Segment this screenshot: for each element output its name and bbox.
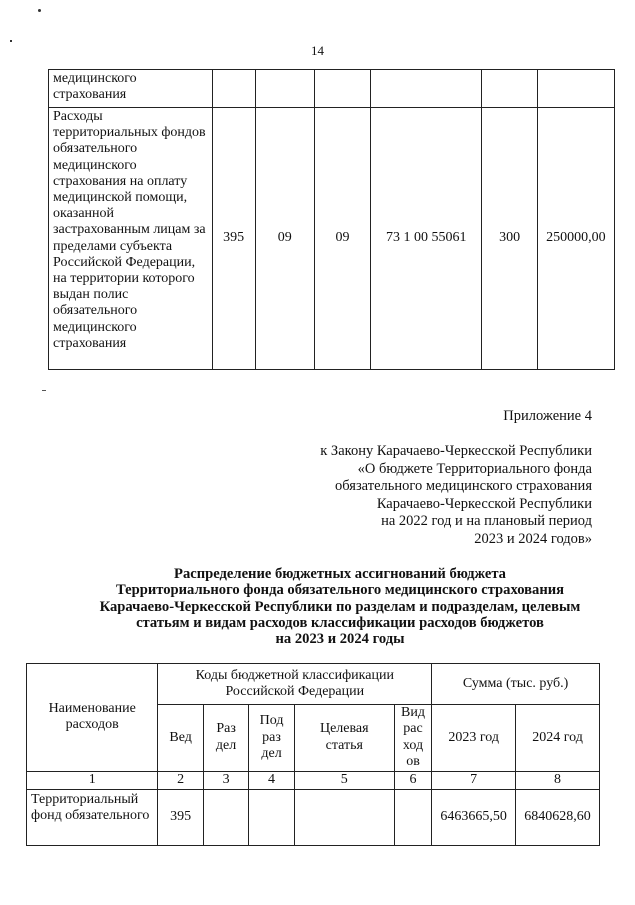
razdel-code (203, 789, 248, 845)
scan-dot (10, 40, 12, 42)
expense-type: 300 (482, 108, 537, 370)
column-number: 7 (432, 771, 516, 789)
continuation-cell: медицинского страхования (49, 70, 213, 108)
heading-line: статьям и видам расходов классификации расходов бюджетов (136, 614, 544, 631)
header-target-article: Целевая статья (294, 705, 394, 772)
podrazdel-code: 09 (314, 108, 370, 370)
column-number: 3 (203, 771, 248, 789)
header-codes-group: Коды бюджетной классификации Российской Федерации (158, 664, 432, 705)
target-article (294, 789, 394, 845)
header-ved: Вед (158, 705, 203, 772)
heading-line: на 2023 и 2024 годы (275, 631, 405, 648)
header-2024: 2024 год (516, 705, 600, 772)
table-row (49, 108, 615, 370)
appendix-line: обязательного медицинского страхования (335, 478, 592, 494)
razdel-code: 09 (255, 108, 314, 370)
appendix-line: на 2022 год и на плановый период (381, 513, 592, 529)
document-heading (60, 566, 620, 647)
expense-name: Территориальный фонд обязательного (27, 789, 158, 845)
column-number: 5 (294, 771, 394, 789)
heading-line: Карачаево-Черкесской Республики по разделам и подразделам, целевым (99, 598, 581, 615)
column-number: 2 (158, 771, 203, 789)
heading-line: Распределение бюджетных ассигнований бюджета (174, 566, 506, 582)
amount: 250000,00 (537, 108, 614, 370)
scan-mark (42, 390, 46, 391)
header-2023: 2023 год (432, 705, 516, 772)
heading-line: Территориального фонда обязательного медицинского страхования (115, 582, 565, 599)
amount-2024: 6840628,60 (516, 789, 600, 845)
target-article: 73 1 00 55061 (371, 108, 482, 370)
appendix-line: Карачаево-Черкесской Республики (376, 495, 592, 512)
expense-name: Расходы территориальных фондов обязательного медицинского страхования на оплату медицинской помощи, оказанной застрахованным лицам за пределами субъекта Российской Федерации, на территории которого выдан полис обязательного медицинского страхования (49, 108, 213, 370)
header-sum-group: Сумма (тыс. руб.) (432, 664, 600, 705)
ved-code: 395 (158, 789, 203, 845)
table-row (27, 789, 600, 845)
column-number: 8 (516, 771, 600, 789)
page-number: 14 (311, 43, 324, 58)
appendix-title: Приложение 4 (503, 408, 592, 424)
column-number: 1 (27, 771, 158, 789)
column-numbers-row (27, 771, 600, 789)
expense-type (394, 789, 431, 845)
column-number: 4 (249, 771, 294, 789)
header-razdel: Раз дел (203, 705, 248, 772)
budget-allocation-table (26, 663, 600, 846)
appendix-line: 2023 и 2024 годов» (474, 530, 592, 547)
appendix-reference (300, 443, 592, 548)
appendix-line: «О бюджете Территориального фонда (357, 460, 592, 477)
amount-2023: 6463665,50 (432, 789, 516, 845)
appendix-line: к Закону Карачаево-Черкесской Республики (320, 443, 592, 459)
ved-code: 395 (212, 108, 255, 370)
header-name: Наименование расходов (27, 664, 158, 772)
column-number: 6 (394, 771, 431, 789)
header-expense-type: Вид рас ход ов (394, 705, 431, 772)
header-podrazdel: Под раз дел (249, 705, 294, 772)
top-continuation-table (48, 69, 615, 370)
podrazdel-code (249, 789, 294, 845)
scan-dot (38, 9, 41, 12)
